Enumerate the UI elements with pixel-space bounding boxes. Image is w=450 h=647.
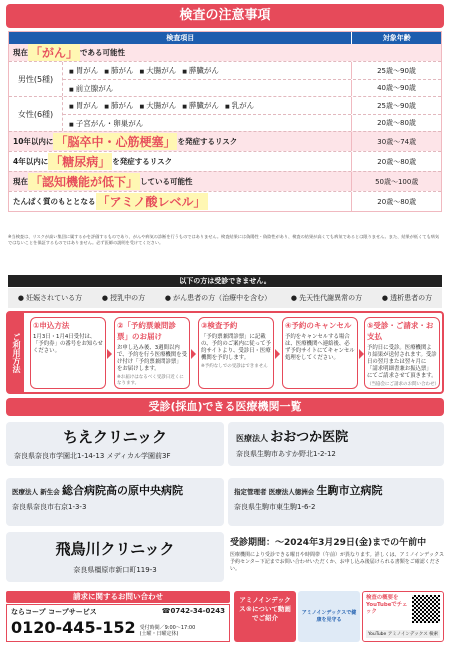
clinic-card	[6, 478, 224, 526]
row-highlight: 「脳卒中・心筋梗塞」	[55, 135, 176, 149]
procedure-section	[6, 311, 444, 394]
clinic-address: 奈良県生駒市あすか野北1-2-12	[236, 450, 336, 458]
male-items-1	[63, 62, 351, 79]
youtube-search-label: YouTube アミノインデックス 検索	[368, 632, 439, 637]
male-items-2	[63, 80, 351, 96]
step-5: ⑤受診・ご請求・お支払 予約日に受診。医療機関より結果が送付されます。受診日の翌月または翌々月に「請求明細書兼お振込票」にてご請求させて頂きます。 （当協会にご請求のお問い合わせ）	[364, 317, 440, 389]
arrow-icon	[275, 349, 280, 359]
clinic-card	[228, 422, 444, 466]
clinic-prefix: 指定管理者 医療法人徳洲会	[234, 488, 315, 496]
arrow-icon	[107, 349, 112, 359]
row-pre: 現在	[13, 48, 28, 57]
clinic-prefix: 医療法人 新生会	[12, 488, 60, 496]
procedure-side-label: ご利用方法	[8, 313, 24, 392]
row-dementia	[9, 171, 441, 191]
cancer-item: ■ 膵臓がん	[182, 100, 219, 111]
freedial-number[interactable]: 0120-445-152	[11, 618, 136, 637]
row-male	[9, 61, 441, 96]
step-2: ②「予約票兼問診票」のお届け お申し込み後、3週間以内で、予約を行う医療機関を受け付け「予約票兼問診票」をお届けします。 ※お届けはなるべく受診日近くになります。	[114, 317, 190, 389]
step-3: ③検査予約 「予約票兼問診票」に記載の、予約のご案内に従って予約サイトより、受診日・医療機関を予約します。 ※予約なしでの受診はできません	[198, 317, 274, 389]
row-pre: たんぱく質のもととなる	[13, 197, 96, 206]
header-item: 検査項目	[166, 34, 195, 42]
row-pre: 4年以内に	[13, 157, 49, 166]
warning-list	[8, 288, 442, 308]
cancer-item: ■ 前立腺がん	[69, 83, 113, 94]
deadline-label: 受診期間：	[230, 538, 276, 548]
contact-hours-note: (土曜・日曜定休)	[139, 631, 179, 637]
row-amino	[9, 191, 441, 211]
arrow-icon	[191, 349, 196, 359]
age-cell: 25歳〜90歳	[351, 62, 441, 79]
clinic-address: 奈良県奈良市学園北1-14-13 メディカル学園前3F	[14, 452, 171, 460]
youtube-box[interactable]	[362, 591, 444, 642]
row-post: している可能性	[140, 177, 193, 186]
contact-tel[interactable]: ☎0742-34-0243	[161, 607, 225, 615]
row-female	[9, 96, 441, 131]
row-cancer	[9, 44, 441, 61]
warning-item: ● 妊娠されている方	[17, 294, 83, 302]
row-post: を発症するリスク	[177, 137, 238, 146]
step-4: ④予約のキャンセル 予約をキャンセルする場合は、医療機関へ連絡後、必ず予約サイトにてキャンセル処理をしてください。	[282, 317, 358, 389]
row-stroke	[9, 131, 441, 151]
cancer-item: ■ 膵臓がん	[182, 65, 219, 76]
page-title: 検査の注意事項	[6, 4, 444, 28]
contact-title: 請求に関するお問い合わせ	[6, 591, 230, 603]
female-items-2	[63, 115, 351, 131]
deadline-block	[230, 535, 444, 573]
row-highlight: 「糖尿病」	[50, 155, 111, 169]
clinic-address: 奈良県奈良市右京1-3-3	[12, 503, 87, 511]
contact-org: ならコープ コープサービス	[11, 608, 97, 616]
youtube-text: 検査の概要をYouTubeでチェック	[366, 595, 408, 615]
qr-code-icon	[412, 595, 440, 623]
cancer-item: ■ 肺がん	[104, 65, 133, 76]
deadline-note: 医療機関により受診できる曜日や時間帯（午前）が異なります。詳しくは、アミノインデックス予約センター下記までお問い合わせいただくか、お申し込み後届けられる書類をご確認ください。	[230, 552, 445, 572]
age-cell: 20歳〜80歳	[351, 192, 441, 211]
deadline-text: 〜2024年3月29日(金)までの午前中	[275, 538, 427, 548]
clinic-address: 奈良県橿原市新口町119-3	[73, 566, 157, 574]
cancer-item: ■ 大腸がん	[139, 100, 176, 111]
promo-video-thumb[interactable]	[298, 591, 360, 642]
cancer-item: ■ 乳がん	[225, 100, 254, 111]
cancer-item: ■ 子宮がん・卵巣がん	[69, 118, 143, 129]
age-cell: 30歳〜74歳	[351, 132, 441, 151]
step-1: ①申込方法 1月3日・1月4日受付は、「予約券」の番号をお知らせください。	[30, 317, 106, 389]
age-cell: 20歳〜80歳	[351, 152, 441, 171]
cancer-item: ■ 大腸がん	[139, 65, 176, 76]
warning-item: ● 先天性代謝異常の方	[290, 294, 363, 302]
age-cell: 20歳〜80歳	[351, 115, 441, 131]
contact-box	[6, 604, 230, 642]
female-items-1	[63, 97, 351, 114]
promo-sub: アミノインデックスで健康を見守る	[301, 609, 357, 623]
age-cell: 50歳〜100歳	[351, 172, 441, 191]
row-highlight: 「アミノ酸レベル」	[97, 195, 206, 209]
clinic-card	[6, 532, 224, 582]
row-post: である可能性	[80, 48, 126, 57]
clinic-card	[6, 422, 224, 466]
row-pre: 10年以内に	[13, 137, 54, 146]
gender-female: 女性(6種)	[9, 97, 63, 131]
row-pre: 現在	[13, 177, 28, 186]
row-highlight: 「認知機能が低下」	[30, 175, 139, 189]
header-age: 対象年齢	[351, 32, 441, 44]
table-header	[9, 32, 441, 44]
promo-badge: アミノインデックス®について動画でご紹介	[234, 591, 296, 642]
warning-item: ● がん患者の方（治療中を含む）	[164, 294, 272, 302]
clinic-prefix: 医療法人	[236, 434, 268, 443]
clinic-name: 総合病院高の原中央病院	[62, 484, 183, 497]
clinic-name: ちえクリニック	[62, 428, 168, 446]
cancer-item: ■ 胃がん	[69, 100, 98, 111]
clinic-name: 生駒市立病院	[316, 484, 383, 497]
warning-item: ● 透析患者の方	[381, 294, 433, 302]
test-table	[8, 31, 442, 212]
clinic-list-title: 受診(採血)できる医療機関一覧	[6, 398, 444, 416]
clinic-name: 飛鳥川クリニック	[55, 540, 175, 558]
age-cell: 40歳〜90歳	[351, 80, 441, 96]
row-post: を発症するリスク	[112, 157, 173, 166]
warning-title: 以下の方は受診できません。	[8, 275, 442, 287]
cancer-item: ■ 肺がん	[104, 100, 133, 111]
age-cell: 25歳〜90歳	[351, 97, 441, 114]
contact-hours: 受付時間／9:00〜17:00	[139, 625, 196, 631]
clinic-name: おおつか医院	[270, 430, 349, 445]
cancer-item: ■ 胃がん	[69, 65, 98, 76]
disclaimer-note: ※当検査は、リスクが高い集団に属するかを評価するものであり、がんや病気の診断を行うものではありません。検査結果には偽陽性・偽陰性があり、検査の結果が高くても病気であるとは限りません。また、結果が低くても病気ではないことを保証するものではありません。必ず医師の説明を受けてください。	[8, 234, 440, 245]
clinic-card	[228, 478, 444, 526]
row-diabetes	[9, 151, 441, 171]
row-highlight: 「がん」	[30, 46, 79, 60]
warning-item: ● 授乳中の方	[101, 294, 146, 302]
gender-male: 男性(5種)	[9, 62, 63, 96]
clinic-address: 奈良県生駒市東生駒1-6-2	[234, 503, 316, 511]
